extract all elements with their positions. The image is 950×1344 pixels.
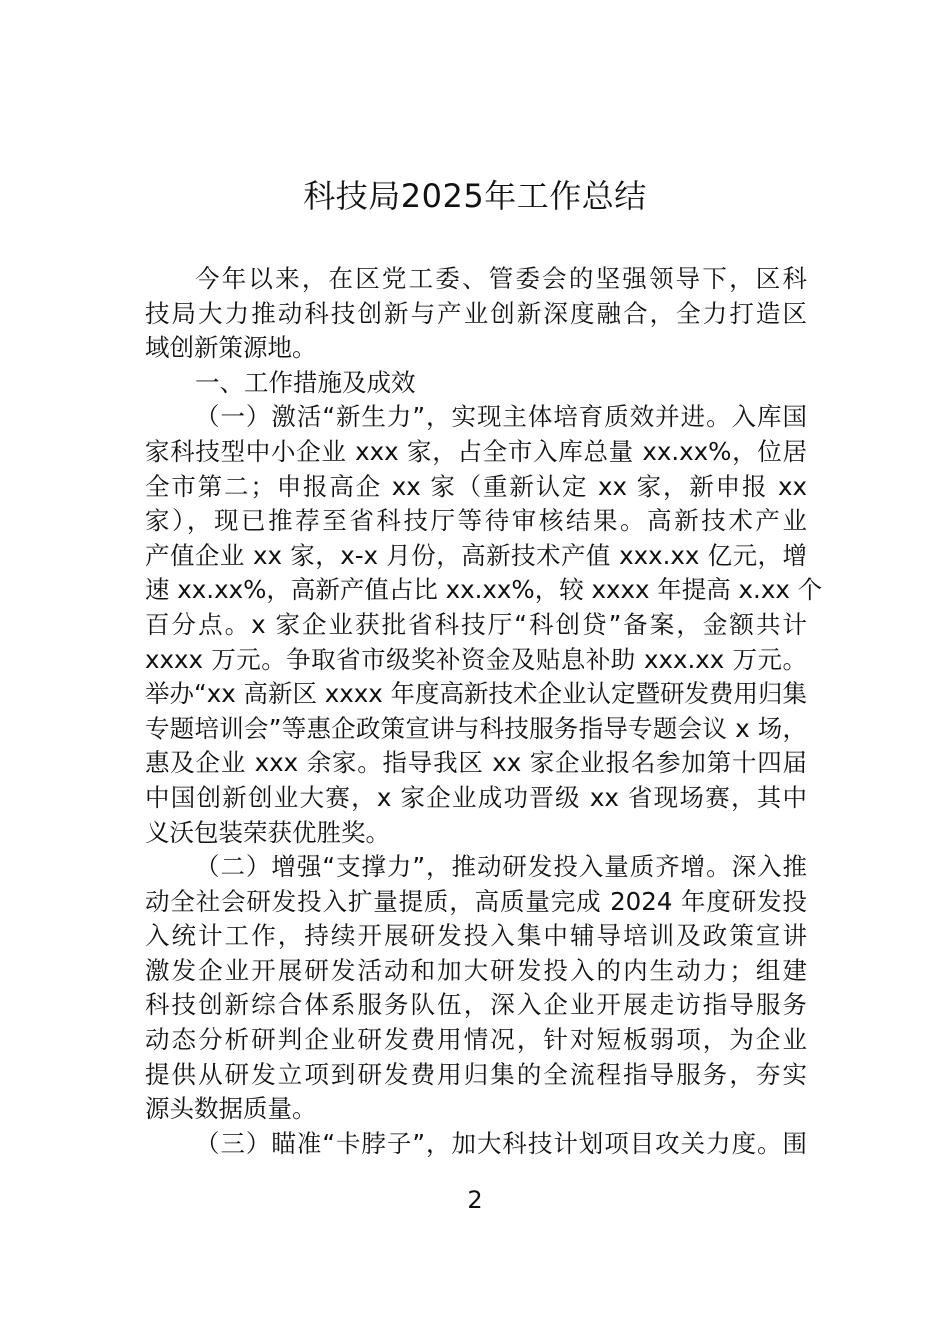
text-line: 科技创新综合体系服务队伍，深入企业开展走访指导服务 [145, 990, 807, 1020]
text-line: 产值企业 xx 家，x-x 月份，高新技术产值 xxx.xx 亿元，增 [145, 540, 807, 570]
paragraph [145, 262, 807, 366]
text-line: 入统计工作，持续开展研发投入集中辅导培训及政策宣讲 [145, 921, 807, 951]
text-line: 一、工作措施及成效 [195, 367, 416, 397]
text-line: 源头数据质量。 [145, 1094, 317, 1124]
text-line: 惠及企业 xxx 余家。指导我区 xx 家企业报名参加第十四届 [145, 748, 807, 778]
text-line: 今年以来，在区党工委、管委会的坚强领导下，区科 [195, 264, 807, 293]
text-line: 技局大力推动科技创新与产业创新深度融合，全力打造区 [145, 298, 807, 328]
text-line: 提供从研发立项到研发费用归集的全流程指导服务，夯实 [145, 1059, 807, 1089]
paragraph [145, 400, 823, 850]
text-line: 动态分析研判企业研发费用情况，针对短板弱项，为企业 [145, 1025, 807, 1055]
text-line: （二）增强“支撑力”，推动研发投入量质齐增。深入推 [195, 852, 807, 882]
text-line: 义沃包装荣获优胜奖。 [145, 817, 390, 847]
text-line: 激发企业开展研发活动和加大研发投入的内生动力；组建 [145, 955, 807, 985]
text-line: 家），现已推荐至省科技厅等待审核结果。高新技术产业 [145, 506, 807, 536]
text-line: （一）激活“新生力”，实现主体培育质效并进。入库国 [195, 402, 807, 432]
text-line: 家科技型中小企业 xxx 家，占全市入库总量 xx.xx%，位居 [145, 436, 807, 466]
document-title: 科技局2025年工作总结 [303, 177, 647, 215]
text-line: 百分点。x 家企业获批省科技厅“科创贷”备案，金额共计 [145, 609, 807, 639]
paragraph [145, 1127, 807, 1162]
text-line: 域创新策源地。 [145, 333, 317, 363]
paragraph [145, 850, 807, 1127]
page-number: 2 [467, 1186, 483, 1214]
text-line: 举办“xx 高新区 xxxx 年度高新技术企业认定暨研发费用归集 [145, 679, 808, 709]
text-line: 专题培训会”等惠企政策宣讲与科技服务指导专题会议 x 场， [145, 713, 807, 743]
text-line: 全市第二；申报高企 xx 家（重新认定 xx 家，新申报 xx [145, 471, 807, 501]
document-body [145, 262, 823, 1161]
text-line: 中国创新创业大赛，x 家企业成功晋级 xx 省现场赛，其中 [145, 782, 807, 812]
text-line: （三）瞄准“卡脖子”，加大科技计划项目攻关力度。围 [195, 1128, 807, 1158]
text-line: 速 xx.xx%，高新产值占比 xx.xx%，较 xxxx 年提高 x.xx 个 [145, 575, 823, 605]
text-line: 动全社会研发投入扩量提质，高质量完成 2024 年度研发投 [145, 886, 807, 916]
section-heading [145, 366, 807, 401]
text-line: xxxx 万元。争取省市级奖补资金及贴息补助 xxx.xx 万元。 [145, 644, 807, 674]
